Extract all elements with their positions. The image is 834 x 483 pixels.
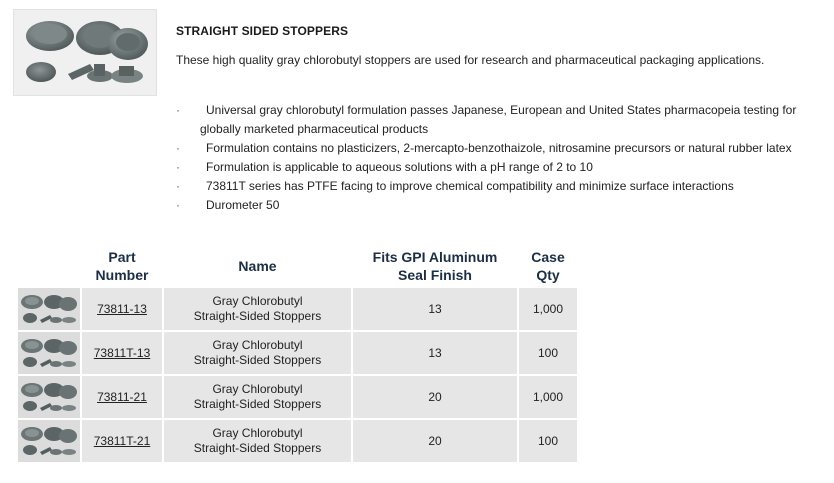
table-row xyxy=(18,376,577,418)
product-title: STRAIGHT SIDED STOPPERS xyxy=(176,24,349,38)
feature-item xyxy=(176,101,826,139)
feature-text: Formulation contains no plasticizers, 2-mercapto-benzothaizole, nitrosamine precursors or natural rubber latex xyxy=(206,141,792,155)
seal-finish: 13 xyxy=(353,332,517,374)
product-thumbnail[interactable] xyxy=(18,420,80,462)
feature-list xyxy=(176,101,826,215)
part-number-link[interactable]: 73811-13 xyxy=(97,302,147,316)
feature-item xyxy=(176,158,826,177)
table-row xyxy=(18,332,577,374)
case-qty: 1,000 xyxy=(519,288,577,330)
bullet-icon: · xyxy=(176,160,180,174)
product-name: Gray Chlorobutyl Straight-Sided Stoppers xyxy=(164,420,351,462)
product-name: Gray Chlorobutyl Straight-Sided Stoppers xyxy=(164,288,351,330)
part-number-link[interactable]: 73811T-13 xyxy=(93,346,151,360)
feature-item xyxy=(176,196,826,215)
case-qty: 1,000 xyxy=(519,376,577,418)
product-intro: These high quality gray chlorobutyl stoppers are used for research and pharmaceutical packaging applications. xyxy=(176,53,765,67)
product-thumbnail[interactable] xyxy=(18,332,80,374)
product-name: Gray Chlorobutyl Straight-Sided Stoppers xyxy=(164,332,351,374)
header-thumbnail xyxy=(18,246,80,286)
bullet-icon: · xyxy=(176,103,180,117)
products-table xyxy=(16,244,579,464)
case-qty: 100 xyxy=(519,332,577,374)
seal-finish: 20 xyxy=(353,420,517,462)
feature-text: Universal gray chlorobutyl formulation passes Japanese, European and United States pharmacopeia testing for globally marketed pharmaceutical products xyxy=(200,103,797,136)
seal-finish: 13 xyxy=(353,288,517,330)
bullet-icon: · xyxy=(176,179,180,193)
product-name: Gray Chlorobutyl Straight-Sided Stoppers xyxy=(164,376,351,418)
feature-item xyxy=(176,177,826,196)
product-photo xyxy=(13,9,157,96)
feature-text: Durometer 50 xyxy=(206,198,280,212)
product-thumbnail[interactable] xyxy=(18,376,80,418)
seal-finish: 20 xyxy=(353,376,517,418)
table-row xyxy=(18,288,577,330)
part-number-link[interactable]: 73811T-21 xyxy=(93,434,151,448)
header-part-number: Part Number xyxy=(82,246,162,286)
bullet-icon: · xyxy=(176,198,180,212)
feature-item xyxy=(176,139,826,158)
product-thumbnail[interactable] xyxy=(18,288,80,330)
header-fits-seal-finish: Fits GPI Aluminum Seal Finish xyxy=(353,246,517,286)
header-case-qty: Case Qty xyxy=(519,246,577,286)
header-name: Name xyxy=(164,246,351,286)
table-header-row xyxy=(18,246,577,286)
feature-text: Formulation is applicable to aqueous solutions with a pH range of 2 to 10 xyxy=(206,160,593,174)
case-qty: 100 xyxy=(519,420,577,462)
bullet-icon: · xyxy=(176,141,180,155)
part-number-link[interactable]: 73811-21 xyxy=(97,390,147,404)
table-row xyxy=(18,420,577,462)
feature-text: 73811T series has PTFE facing to improve chemical compatibility and minimize surface interactions xyxy=(206,179,734,193)
